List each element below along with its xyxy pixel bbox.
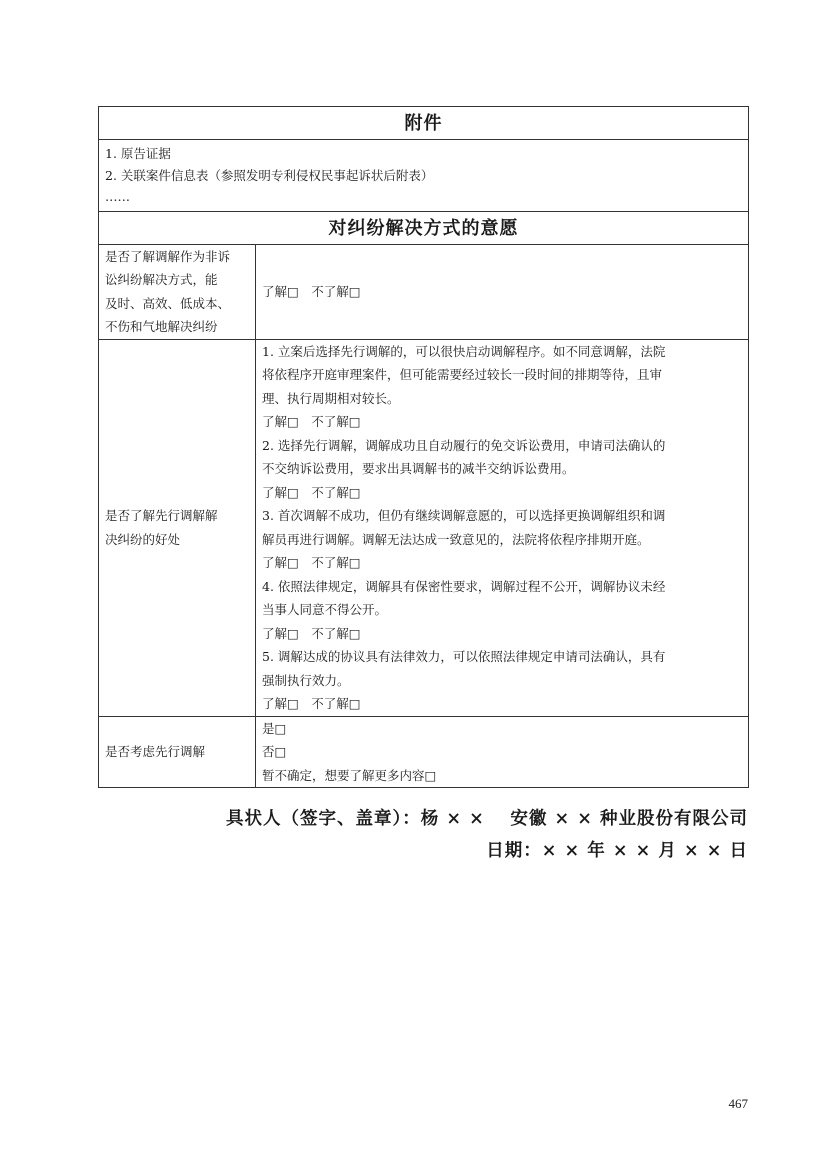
benefit-checkboxes[interactable]: 了解□ 不了解□ bbox=[262, 414, 361, 429]
benefit-text: 理、执行周期相对较长。 bbox=[262, 390, 400, 406]
attachment-item: 1. 原告证据 bbox=[105, 146, 171, 161]
benefit-text: 将依程序开庭审理案件，但可能需要经过较长一段时间的排期等待，且审 bbox=[262, 367, 663, 382]
benefit-text: 不交纳诉讼费用，要求出具调解书的减半交纳诉讼费用。 bbox=[262, 461, 575, 476]
dispute-header-row bbox=[99, 211, 749, 244]
q2-row bbox=[99, 339, 749, 716]
benefit-text: 当事人同意不得公开。 bbox=[262, 602, 388, 617]
q2-label bbox=[99, 339, 256, 716]
attachments-header-row bbox=[99, 107, 749, 140]
q1-label bbox=[99, 244, 256, 339]
q3-option-yes[interactable]: 是□ bbox=[262, 720, 287, 736]
q1-label-line: 是否了解调解作为非诉 bbox=[105, 248, 231, 264]
q1-label-line: 及时、高效、低成本、 bbox=[105, 295, 231, 311]
benefit-checkboxes[interactable]: 了解□ 不了解□ bbox=[262, 625, 361, 641]
attachment-item: …… bbox=[105, 189, 130, 204]
q2-label-line: 决纠纷的好处 bbox=[105, 531, 181, 547]
q2-label-line: 是否了解先行调解解 bbox=[105, 508, 218, 523]
page-number: 467 bbox=[728, 1096, 748, 1111]
benefit-text: 2. 选择先行调解，调解成功且自动履行的免交诉讼费用，申请司法确认的 bbox=[262, 437, 666, 453]
attachments-title: 附件 bbox=[99, 107, 749, 140]
date-line: 日期：× × 年 × × 月 × × 日 bbox=[486, 841, 748, 861]
attachment-item: 2. 关联案件信息表（参照发明专利侵权民事起诉状后附表） bbox=[105, 167, 434, 183]
attachments-row bbox=[99, 140, 749, 212]
q2-benefits bbox=[256, 339, 749, 716]
benefit-checkboxes[interactable]: 了解□ 不了解□ bbox=[262, 696, 361, 711]
benefit-text: 强制执行效力。 bbox=[262, 672, 350, 688]
q3-option-no[interactable]: 否□ bbox=[262, 744, 287, 759]
signature-line: 具状人（签字、盖章）：杨 × × 安徽 × × 种业股份有限公司 bbox=[226, 809, 748, 829]
q3-option-unsure[interactable]: 暂不确定，想要了解更多内容□ bbox=[262, 767, 437, 783]
benefit-text: 3. 首次调解不成功，但仍有继续调解意愿的，可以选择更换调解组织和调 bbox=[262, 508, 666, 523]
q3-row bbox=[99, 716, 749, 788]
q1-row bbox=[99, 244, 749, 339]
attachments-list bbox=[99, 140, 749, 212]
q1-label-line: 讼纠纷解决方式，能 bbox=[105, 272, 218, 287]
q1-answer-checkboxes[interactable]: 了解□ 不了解□ bbox=[256, 244, 749, 339]
benefit-checkboxes[interactable]: 了解□ 不了解□ bbox=[262, 484, 361, 500]
dispute-title: 对纠纷解决方式的意愿 bbox=[99, 211, 749, 244]
benefit-text: 5. 调解达成的协议具有法律效力，可以依照法律规定申请司法确认，具有 bbox=[262, 649, 666, 664]
complaint-form-table bbox=[98, 106, 749, 788]
benefit-text: 解员再进行调解。调解无法达成一致意见的，法院将依程序排期开庭。 bbox=[262, 531, 650, 547]
q3-options bbox=[256, 716, 749, 788]
q3-label: 是否考虑先行调解 bbox=[99, 716, 256, 788]
q1-label-line: 不伤和气地解决纠纷 bbox=[105, 319, 218, 334]
benefit-text: 4. 依照法律规定，调解具有保密性要求，调解过程不公开，调解协议未经 bbox=[262, 578, 666, 594]
benefit-text: 1. 立案后选择先行调解的，可以很快启动调解程序。如不同意调解，法院 bbox=[262, 343, 666, 359]
benefit-checkboxes[interactable]: 了解□ 不了解□ bbox=[262, 555, 361, 570]
